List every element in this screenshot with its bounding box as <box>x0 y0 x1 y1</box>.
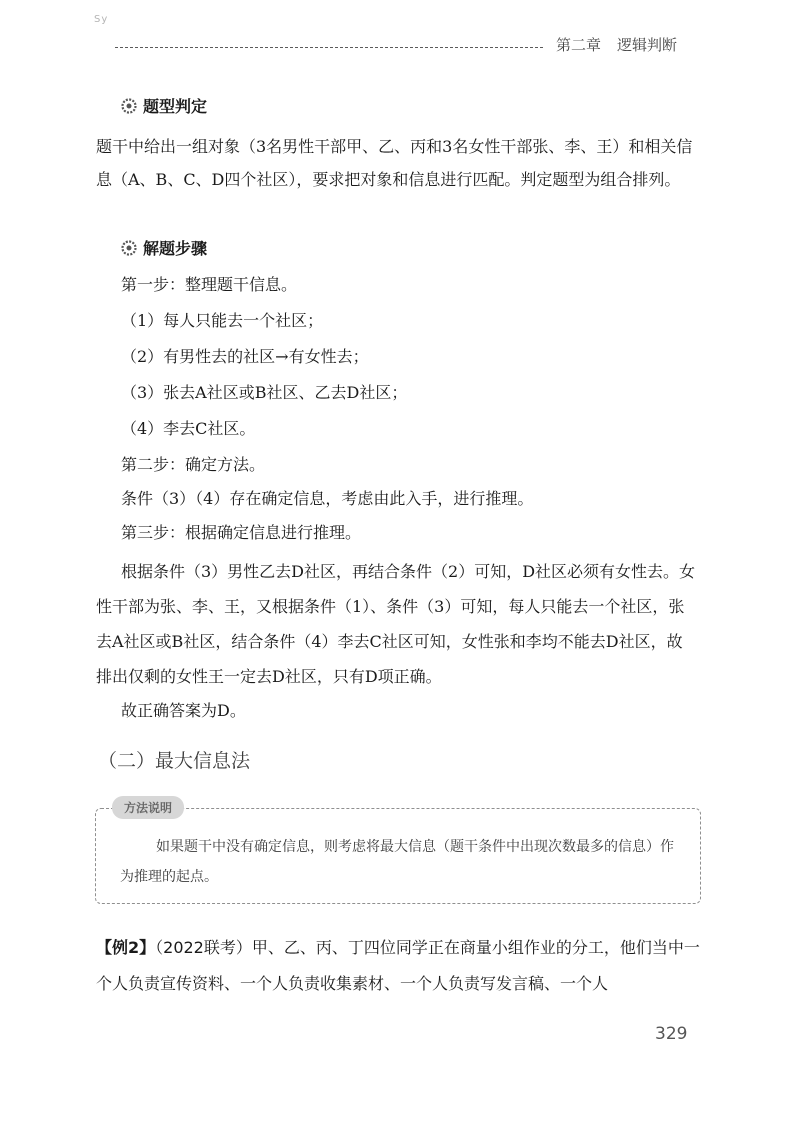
type-heading-text: 题型判定 <box>143 97 208 116</box>
type-paragraph: 题干中给出一组对象（3名男性干部甲、乙、丙和3名女性干部张、李、王）和相关信息（A、B、C、D四个社区），要求把对象和信息进行匹配。判定题型为组合排列。 <box>96 137 693 189</box>
answer-line: 故正确答案为D。 <box>121 701 246 720</box>
example-paragraph <box>96 930 700 1002</box>
gear-icon <box>121 98 137 114</box>
example-tag: 【例2】 <box>96 938 156 957</box>
example-text: （2022联考）甲、乙、丙、丁四位同学正在商量小组作业的分工，他们当中一个人负责宣传资料、一个人负责收集素材、一个人负责写发言稿、一个人 <box>96 938 700 993</box>
page-number: 329 <box>655 1024 688 1044</box>
header-rule <box>115 47 543 48</box>
chapter-title: 逻辑判断 <box>617 36 678 54</box>
tip-badge: 方法说明 <box>112 796 184 819</box>
section-title: （二）最大信息法 <box>98 750 251 772</box>
condition-1: （1）每人只能去一个社区； <box>121 311 324 330</box>
gear-icon <box>121 240 137 256</box>
header-decoration: Sy <box>94 14 109 25</box>
steps-heading <box>121 236 701 262</box>
condition-2: （2）有男性去的社区→有女性去； <box>121 347 369 366</box>
reasoning-paragraph: 根据条件（3）男性乙去D社区，再结合条件（2）可知，D社区必须有女性去。女性干部为张、李、王，又根据条件（1）、条件（3）可知，每人只能去一个社区，张去A社区或B社区，结合条件（4）李去C社区可知，女性张和李均不能去D社区，故排出仅剩的女性王一定去D社区，只有D项正确。 <box>96 562 696 686</box>
steps-heading-text: 解题步骤 <box>143 239 208 258</box>
running-header <box>556 34 677 55</box>
step-3: 第三步：根据确定信息进行推理。 <box>121 523 362 542</box>
step-2: 第二步：确定方法。 <box>121 455 266 474</box>
type-heading <box>121 94 701 120</box>
step-1: 第一步：整理题干信息。 <box>121 275 298 294</box>
condition-3: （3）张去A社区或B社区、乙去D社区； <box>121 383 408 402</box>
condition-4: （4）李去C社区。 <box>121 419 256 438</box>
chapter-number: 第二章 <box>556 36 602 54</box>
method-text: 条件（3）（4）存在确定信息，考虑由此入手，进行推理。 <box>121 489 534 508</box>
tip-text: 如果题干中没有确定信息，则考虑将最大信息（题干条件中出现次数最多的信息）作为推理的起点。 <box>120 839 674 885</box>
